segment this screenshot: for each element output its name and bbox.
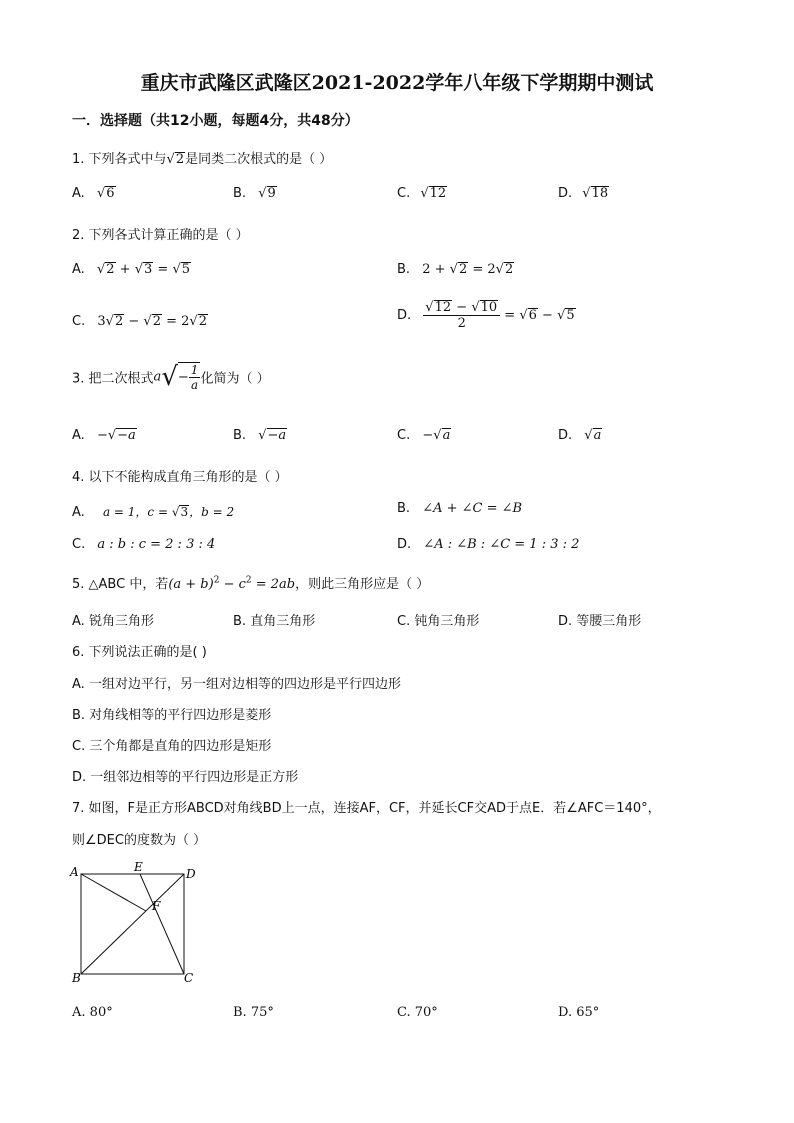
q3-option-d[interactable]: D. √a — [558, 428, 602, 443]
q1-radical: 2 — [175, 152, 185, 167]
q3-option-b[interactable]: B. √−a — [233, 428, 287, 443]
question-7-line-1: 7. 如图，F是正方形ABCD对角线BD上一点，连接AF，CF，并延长CF交AD于点E．若∠AFC＝140°， — [72, 801, 661, 816]
q4-option-a[interactable]: A. a = 1，c = √3，b = 2 — [72, 505, 235, 520]
q4-option-c[interactable]: C. a : b : c = 2 : 3 : 4 — [72, 537, 216, 552]
q7-option-c[interactable]: C. 70° — [397, 1005, 438, 1020]
label-f: F — [152, 899, 161, 913]
q4-option-b[interactable]: B. ∠A + ∠C = ∠B — [397, 501, 523, 516]
label-c: C — [184, 971, 194, 985]
question-5-stem: 5. △ABC 中，若$(a + b)^2 - c^2 = 2ab$，则此三角形应是（ ） — [72, 575, 430, 592]
question-4-stem: 4. 以下不能构成直角三角形的是（ ） — [72, 470, 288, 485]
question-7-line-2: 则∠DEC的度数为（ ） — [72, 833, 207, 848]
q5-option-a[interactable]: A. 锐角三角形 — [72, 614, 154, 629]
q1-option-d[interactable]: D. √18 — [558, 186, 609, 201]
q7-option-b[interactable]: B. 75° — [233, 1005, 274, 1020]
label-d: D — [186, 867, 196, 881]
q2-option-b[interactable]: B. 2 + √2 = 2√2 — [397, 262, 514, 277]
label-b: B — [72, 971, 81, 985]
q5-option-b[interactable]: B. 直角三角形 — [233, 614, 316, 629]
q6-option-d[interactable]: D. 一组邻边相等的平行四边形是正方形 — [72, 770, 299, 785]
diagonal-bd — [81, 874, 184, 974]
q7-option-d[interactable]: D. 65° — [558, 1005, 600, 1020]
q2-d-fraction: $\frac{√12 - √10}{2}$ — [423, 300, 500, 331]
page-title: 重庆市武隆区武隆区2021-2022学年八年级下学期期中测试 — [140, 72, 654, 94]
q5-option-d[interactable]: D. 等腰三角形 — [558, 614, 642, 629]
question-1-stem: 1. 下列各式中与√2是同类二次根式的是（ ） — [72, 152, 333, 167]
section-heading: 一．选择题（共12小题，每题4分，共48分） — [72, 113, 359, 129]
q2-option-d[interactable]: D. $\frac{√12 - √10}{2}$ = √6 − √5 — [397, 300, 575, 332]
q5-option-c[interactable]: C. 钝角三角形 — [397, 614, 480, 629]
q1-option-b[interactable]: B. √9 — [233, 186, 276, 201]
square-figure — [66, 858, 202, 988]
q4-option-d[interactable]: D. ∠A : ∠B : ∠C = 1 : 3 : 2 — [397, 537, 580, 552]
segment-ce — [140, 874, 184, 974]
q1-option-a[interactable]: A. √6 — [72, 186, 115, 201]
q6-option-a[interactable]: A. 一组对边平行，另一组对边相等的四边形是平行四边形 — [72, 677, 401, 692]
question-3-stem: 3. 把二次根式a√− $\frac{1}{a}$ 化简为（ ） — [72, 362, 270, 392]
q1-option-c[interactable]: C. √12 — [397, 186, 447, 201]
q3-option-c[interactable]: C. −√a — [397, 428, 451, 443]
q2-option-c[interactable]: C. 3√2 − √2 = 2√2 — [72, 314, 207, 329]
q2-option-a[interactable]: A. √2 + √3 = √5 — [72, 262, 191, 277]
question-2-stem: 2. 下列各式计算正确的是（ ） — [72, 228, 249, 243]
q6-option-c[interactable]: C. 三个角都是直角的四边形是矩形 — [72, 739, 272, 754]
q7-option-a[interactable]: A. 80° — [72, 1005, 113, 1020]
q3-option-a[interactable]: A. −√−a — [72, 428, 136, 443]
q6-option-b[interactable]: B. 对角线相等的平行四边形是菱形 — [72, 708, 272, 723]
question-6-stem: 6. 下列说法正确的是( ) — [72, 645, 207, 660]
segment-af — [81, 874, 146, 911]
label-a: A — [70, 865, 79, 879]
label-e: E — [134, 860, 143, 874]
